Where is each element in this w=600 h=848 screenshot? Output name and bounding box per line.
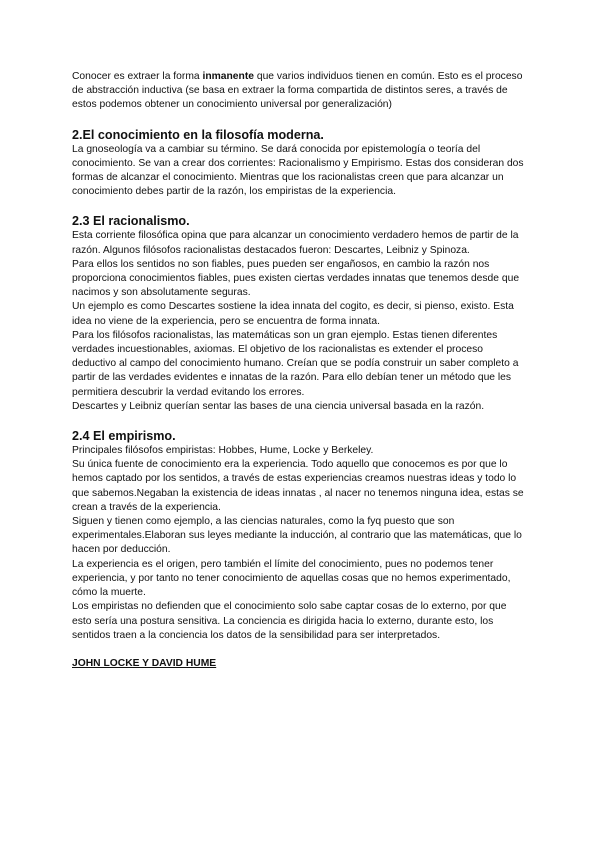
heading-empiricism: 2.4 El empirismo. — [72, 429, 176, 444]
paragraph-empiricism-3: Siguen y tienen como ejemplo, a las ciencias naturales, como la fyq puesto que son experimentales.Elaboran sus leyes mediante la inducción, al contrario que las matemáticas, que lo hacen por deducción. — [72, 516, 522, 556]
paragraph-rationalism-1: Esta corriente filosófica opina que para alcanzar un conocimiento verdadero hemos de partir de la razón. Algunos filósofos racionalistas destacados fueron: Descartes, Leibniz y Spinoza. — [72, 230, 519, 256]
paragraph-empiricism-2: Su única fuente de conocimiento era la experiencia. Todo aquello que conocemos es por que lo hemos captado por los sentidos, a través de estas experiencias creamos nuestras ideas y todo lo que sabemos.Negaban la existencia de ideas innatas , al nacer no tenemos ninguna idea, estas se crean a través de la experiencia. — [72, 459, 524, 513]
document-body — [72, 70, 524, 671]
intro-text-post: que varios individuos tienen en común. Esto es el proceso de abstracción inductiva (se basa en extraer la forma compartida de distintos seres, a través de estos podemos obtener un conocimiento universal por generalización) — [72, 71, 523, 111]
paragraph-rationalism-2: Para ellos los sentidos no son fiables, pues pueden ser engañosos, en cambio la razón nos proporciona conocimientos fiables, pues existen ciertas verdades innatas que tenemos desde que nacimos y son absolutamente seguras. — [72, 258, 520, 299]
paragraph-empiricism-5: Los empiristas no defienden que el conocimiento solo sabe captar cosas de lo externo, por que esto sería una postura sensitiva. La conciencia es dirigida hacia lo externo, durante esto, los sentidos traen a la conciencia los datos de la sensibilidad para ser interpretados. — [72, 601, 507, 641]
intro-paragraph — [72, 70, 524, 113]
intro-text-pre: Conocer es extraer la forma — [72, 71, 203, 82]
heading-modern-philosophy: 2.El conocimiento en la filosofía moderna. — [72, 127, 324, 142]
paragraph-modern-1: La gnoseología va a cambiar su término. Se dará conocida por epistemología o teoría del conocimiento. Se van a crear dos corrientes: Racionalismo y Empirismo. Estas dos consideran dos formas de alcanzar el conocimiento. Mientras que los racionalistas creen que para alcanzar un conocimiento debes partir de la razón, los empiristas de la experiencia. — [72, 143, 524, 198]
heading-rationalism: 2.3 El racionalismo. — [72, 214, 190, 229]
paragraph-empiricism-4: La experiencia es el origen, pero también el límite del conocimiento, pues no podemos tener experiencia, y por tanto no tener conocimiento de aquellas cosas que no hemos experimentado, cómo la muerte. — [72, 558, 511, 599]
intro-bold-term: inmanente — [202, 71, 254, 82]
paragraph-rationalism-3: Un ejemplo es como Descartes sostiene la idea innata del cogito, es decir, si pienso, existo. Esta idea no viene de la experiencia, pero se encuentra de forma innata. — [72, 301, 514, 327]
paragraph-empiricism-1: Principales filósofos empiristas: Hobbes, Hume, Locke y Berkeley. — [72, 445, 374, 457]
heading-locke-hume: JOHN LOCKE Y DAVID HUME — [72, 657, 217, 669]
paragraph-rationalism-5: Descartes y Leibniz querían sentar las bases de una ciencia universal basada en la razón. — [72, 400, 485, 412]
paragraph-rationalism-4: Para los filósofos racionalistas, las matemáticas son un gran ejemplo. Estas tienen diferentes verdades incuestionables, axiomas. El objetivo de los racionalistas es extender el proceso deductivo al campo del conocimiento humano. Creían que se podía construir un saber completo a partir de las verdades evidentes e innatas de la razón. Para ello debían tener un método que les permitiera descubrir la verdad evitando los errores. — [72, 329, 519, 398]
